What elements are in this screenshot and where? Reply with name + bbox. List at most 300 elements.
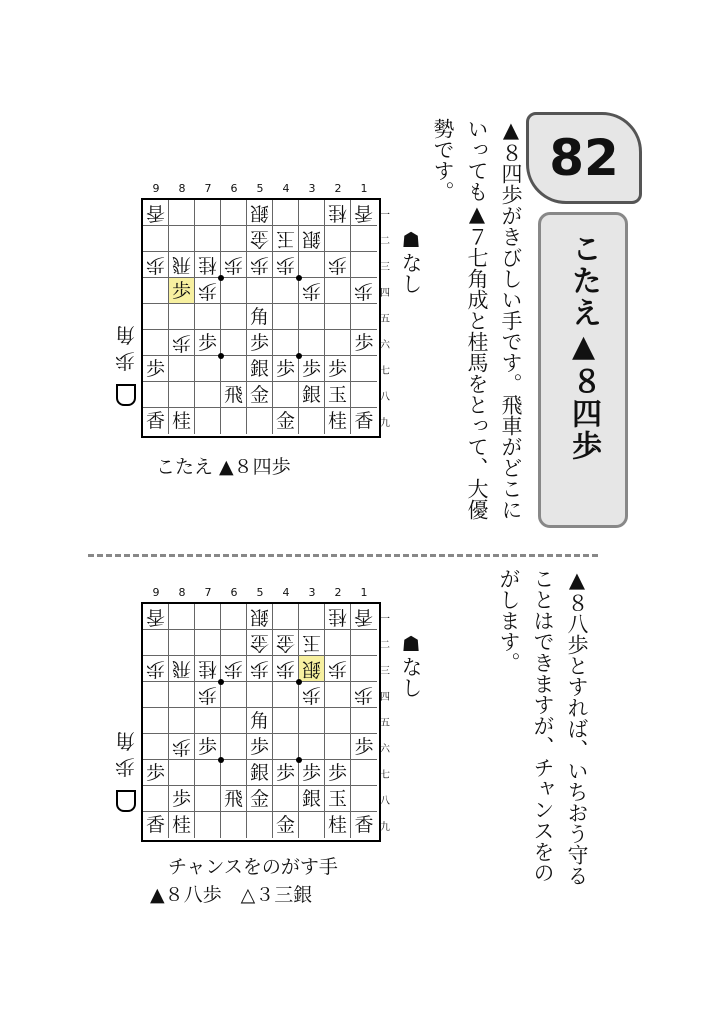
board-square — [273, 330, 299, 356]
board-square — [169, 330, 195, 356]
board-square — [143, 630, 169, 656]
file-label: 2 — [334, 586, 342, 599]
board-square — [273, 356, 299, 382]
board-square — [299, 226, 325, 252]
shogi-piece[interactable]: 歩 — [275, 762, 295, 784]
board-square — [273, 786, 299, 812]
file-label: 2 — [334, 182, 342, 195]
board-square — [221, 278, 247, 304]
board-square — [273, 278, 299, 304]
board-square — [221, 252, 247, 278]
board-square — [195, 330, 221, 356]
star-point — [296, 353, 302, 359]
shogi-piece[interactable]: 金 — [249, 228, 269, 250]
board-square — [351, 630, 377, 656]
board-square — [273, 604, 299, 630]
star-point — [296, 757, 302, 763]
rank-label: 八 — [380, 796, 390, 807]
hand-piece: 歩 — [115, 755, 135, 779]
board-square — [325, 200, 351, 226]
rank-label: 四 — [380, 692, 390, 703]
board-square — [169, 408, 195, 434]
board-square — [169, 278, 195, 304]
board-square — [273, 682, 299, 708]
board-square — [195, 734, 221, 760]
board-square — [195, 252, 221, 278]
file-label: 1 — [360, 586, 368, 599]
board-square — [143, 226, 169, 252]
board-square — [247, 682, 273, 708]
file-label: 3 — [308, 586, 316, 599]
board-square — [299, 330, 325, 356]
board-square — [351, 812, 377, 838]
hand-piece: 歩 — [115, 349, 135, 373]
shogi-piece[interactable]: 歩 — [197, 280, 217, 302]
shogi-piece[interactable]: 歩 — [197, 332, 217, 354]
board-square — [221, 708, 247, 734]
shogi-piece[interactable]: 香 — [354, 606, 374, 628]
shogi-piece[interactable]: 銀 — [249, 762, 269, 784]
board-square — [299, 734, 325, 760]
file-label: 7 — [204, 182, 212, 195]
gote-hand-top: ☗なし — [399, 228, 423, 294]
board-square — [273, 382, 299, 408]
top-explanation: ▲８四歩がきびしい手です。飛車がどこにいっても▲７七角成と桂馬をとって、大優勢です。 — [431, 118, 523, 520]
board-square — [247, 708, 273, 734]
board-square — [221, 604, 247, 630]
board-square — [169, 304, 195, 330]
file-label: 8 — [178, 182, 186, 195]
board-square — [299, 200, 325, 226]
shogi-piece[interactable]: 銀 — [249, 202, 269, 224]
board-square — [325, 812, 351, 838]
file-label: 7 — [204, 586, 212, 599]
shogi-piece[interactable]: 銀 — [301, 788, 321, 810]
file-label: 9 — [152, 586, 160, 599]
divider — [88, 554, 598, 557]
board-square — [351, 356, 377, 382]
shogi-piece[interactable]: 歩 — [354, 736, 374, 758]
file-label: 5 — [256, 182, 264, 195]
board-square — [221, 734, 247, 760]
shogi-piece[interactable]: 歩 — [249, 254, 269, 276]
board-square — [325, 708, 351, 734]
star-point — [296, 275, 302, 281]
board-square — [299, 786, 325, 812]
shogi-piece[interactable]: 銀 — [249, 358, 269, 380]
board-square — [325, 656, 351, 682]
top-caption: こたえ ▲８四歩 — [156, 456, 291, 478]
board-square — [273, 734, 299, 760]
board-square — [325, 382, 351, 408]
rank-label: 六 — [380, 340, 390, 351]
board-square — [325, 604, 351, 630]
shogi-piece[interactable]: 飛 — [223, 384, 243, 406]
board-square — [325, 734, 351, 760]
shogi-piece[interactable]: 桂 — [327, 202, 347, 224]
shogi-piece[interactable]: 歩 — [327, 658, 347, 680]
shogi-piece[interactable]: 歩 — [327, 254, 347, 276]
hand-box-icon-top — [116, 384, 136, 406]
board-square — [169, 786, 195, 812]
board-square — [299, 682, 325, 708]
rank-label: 九 — [380, 822, 390, 833]
shogi-piece[interactable]: 角 — [249, 710, 269, 732]
board-square — [247, 760, 273, 786]
board-square — [221, 760, 247, 786]
rank-label: 六 — [380, 744, 390, 755]
board-square — [247, 408, 273, 434]
board-square — [169, 630, 195, 656]
star-point — [218, 353, 224, 359]
board-square — [195, 656, 221, 682]
rank-label: 九 — [380, 418, 390, 429]
rank-label: 五 — [380, 718, 390, 729]
file-label: 4 — [282, 182, 290, 195]
board-square — [273, 226, 299, 252]
shogi-piece[interactable]: 香 — [145, 410, 165, 432]
board-square — [325, 304, 351, 330]
board-square — [351, 604, 377, 630]
board-square — [325, 226, 351, 252]
board-square — [169, 252, 195, 278]
board-square — [325, 760, 351, 786]
board-square — [247, 330, 273, 356]
board-square — [195, 760, 221, 786]
sente-hand-bottom — [112, 728, 138, 780]
board-square — [351, 382, 377, 408]
board-square — [195, 812, 221, 838]
shogi-piece[interactable]: 金 — [275, 814, 295, 836]
board-square — [221, 630, 247, 656]
board-square — [247, 278, 273, 304]
shogi-piece[interactable]: 歩 — [301, 762, 321, 784]
board-square — [351, 304, 377, 330]
board-square — [351, 408, 377, 434]
shogi-piece[interactable]: 銀 — [301, 658, 321, 680]
file-label: 5 — [256, 586, 264, 599]
board-square — [143, 356, 169, 382]
board-square — [299, 304, 325, 330]
rank-label: 七 — [380, 366, 390, 377]
rank-label: 八 — [380, 392, 390, 403]
rank-label: 二 — [380, 236, 390, 247]
shogi-piece[interactable]: 歩 — [354, 684, 374, 706]
board-square — [169, 812, 195, 838]
rank-label: 三 — [380, 666, 390, 677]
board-square — [195, 304, 221, 330]
board-square — [169, 382, 195, 408]
board-square — [299, 630, 325, 656]
board-square — [273, 408, 299, 434]
board-square — [195, 200, 221, 226]
board-square — [247, 786, 273, 812]
star-point — [296, 679, 302, 685]
shogi-piece[interactable]: 歩 — [171, 736, 191, 758]
board-square — [273, 760, 299, 786]
shogi-piece[interactable]: 歩 — [145, 254, 165, 276]
shogi-piece[interactable]: 金 — [275, 410, 295, 432]
board-square — [195, 708, 221, 734]
shogi-piece[interactable]: 歩 — [171, 332, 191, 354]
star-point — [218, 275, 224, 281]
board-square — [195, 226, 221, 252]
shogi-piece[interactable]: 歩 — [171, 280, 191, 302]
rank-label: 七 — [380, 770, 390, 781]
shogi-piece[interactable]: 飛 — [171, 254, 191, 276]
bottom-explanation: ▲８八歩とすれば、いちおう守ることはできますが、チャンスをのがします。 — [497, 568, 589, 886]
file-label: 4 — [282, 586, 290, 599]
rank-label: 一 — [380, 210, 390, 221]
board-square — [195, 356, 221, 382]
shogi-piece[interactable]: 玉 — [327, 788, 347, 810]
board-square — [273, 252, 299, 278]
board-square — [299, 408, 325, 434]
board-square — [247, 656, 273, 682]
board-square — [325, 408, 351, 434]
shogi-piece[interactable]: 角 — [249, 306, 269, 328]
shogi-board-bottom — [141, 602, 381, 842]
shogi-piece[interactable]: 歩 — [249, 736, 269, 758]
board-square — [221, 304, 247, 330]
shogi-piece[interactable]: 香 — [354, 814, 374, 836]
board-square — [143, 604, 169, 630]
board-square — [195, 408, 221, 434]
board-square — [143, 200, 169, 226]
board-square — [143, 278, 169, 304]
shogi-piece[interactable]: 玉 — [275, 228, 295, 250]
board-square — [221, 200, 247, 226]
board-square — [325, 786, 351, 812]
board-square — [299, 656, 325, 682]
file-label: 9 — [152, 182, 160, 195]
hand-piece: 角 — [115, 323, 135, 347]
board-square — [169, 708, 195, 734]
board-square — [247, 304, 273, 330]
board-square — [143, 330, 169, 356]
shogi-piece[interactable]: 歩 — [197, 736, 217, 758]
board-square — [195, 786, 221, 812]
board-square — [299, 708, 325, 734]
board-square — [169, 734, 195, 760]
answer-box — [538, 212, 628, 528]
board-square — [325, 330, 351, 356]
shogi-piece[interactable]: 銀 — [301, 384, 321, 406]
board-square — [299, 812, 325, 838]
shogi-piece[interactable]: 香 — [145, 814, 165, 836]
board-square — [221, 408, 247, 434]
board-square — [351, 278, 377, 304]
shogi-piece[interactable]: 金 — [249, 384, 269, 406]
shogi-piece[interactable]: 香 — [354, 410, 374, 432]
board-square — [221, 382, 247, 408]
board-square — [143, 408, 169, 434]
shogi-piece[interactable]: 桂 — [327, 606, 347, 628]
shogi-piece[interactable]: 金 — [275, 632, 295, 654]
board-square — [273, 656, 299, 682]
board-square — [273, 630, 299, 656]
rank-label: 三 — [380, 262, 390, 273]
shogi-piece[interactable]: 金 — [249, 632, 269, 654]
gote-hand-bottom: ☗なし — [399, 632, 423, 698]
shogi-piece[interactable]: 桂 — [327, 814, 347, 836]
board-square — [169, 682, 195, 708]
board-square — [247, 200, 273, 226]
board-square — [273, 708, 299, 734]
board-square — [351, 226, 377, 252]
board-square — [273, 304, 299, 330]
bottom-caption-line1: チャンスをのがす手 — [168, 856, 338, 878]
board-square — [169, 760, 195, 786]
hand-piece: 角 — [115, 729, 135, 753]
shogi-piece[interactable]: 歩 — [197, 684, 217, 706]
board-square — [351, 734, 377, 760]
file-label: 6 — [230, 182, 238, 195]
shogi-piece[interactable]: 銀 — [301, 228, 321, 250]
shogi-piece[interactable]: 歩 — [275, 358, 295, 380]
board-square — [247, 382, 273, 408]
board-square — [351, 708, 377, 734]
shogi-piece[interactable]: 歩 — [301, 684, 321, 706]
star-point — [218, 679, 224, 685]
file-label: 6 — [230, 586, 238, 599]
hand-box-icon-bottom — [116, 790, 136, 812]
board-square — [247, 226, 273, 252]
board-square — [351, 252, 377, 278]
shogi-piece[interactable]: 歩 — [275, 658, 295, 680]
board-square — [143, 760, 169, 786]
shogi-piece[interactable]: 歩 — [301, 358, 321, 380]
board-square — [247, 734, 273, 760]
board-square — [325, 630, 351, 656]
file-label: 8 — [178, 586, 186, 599]
board-square — [273, 200, 299, 226]
shogi-piece[interactable]: 歩 — [354, 332, 374, 354]
board-square — [247, 604, 273, 630]
shogi-piece[interactable]: 桂 — [197, 658, 217, 680]
shogi-piece[interactable]: 歩 — [327, 358, 347, 380]
shogi-piece[interactable]: 歩 — [145, 358, 165, 380]
shogi-piece[interactable]: 歩 — [354, 280, 374, 302]
board-square — [169, 356, 195, 382]
shogi-board-top — [141, 198, 381, 438]
shogi-piece[interactable]: 歩 — [145, 658, 165, 680]
board-square — [221, 226, 247, 252]
rank-label: 二 — [380, 640, 390, 651]
rank-label: 五 — [380, 314, 390, 325]
rank-label: 四 — [380, 288, 390, 299]
shogi-piece[interactable]: 歩 — [145, 762, 165, 784]
shogi-piece[interactable]: 玉 — [301, 632, 321, 654]
bottom-caption-line2: ▲８八歩 △３三銀 — [150, 884, 313, 906]
shogi-piece[interactable]: 歩 — [249, 332, 269, 354]
star-point — [218, 757, 224, 763]
board-square — [143, 682, 169, 708]
board-square — [195, 630, 221, 656]
shogi-piece[interactable]: 香 — [145, 202, 165, 224]
board-square — [143, 656, 169, 682]
board-square — [221, 330, 247, 356]
board-square — [221, 356, 247, 382]
shogi-piece[interactable]: 歩 — [275, 254, 295, 276]
board-square — [169, 200, 195, 226]
shogi-piece[interactable]: 桂 — [327, 410, 347, 432]
shogi-piece[interactable]: 歩 — [223, 254, 243, 276]
board-square — [299, 356, 325, 382]
shogi-piece[interactable]: 飛 — [171, 658, 191, 680]
board-square — [169, 226, 195, 252]
board-square — [143, 812, 169, 838]
board-square — [351, 656, 377, 682]
shogi-piece[interactable]: 銀 — [249, 606, 269, 628]
board-square — [247, 252, 273, 278]
board-square — [143, 786, 169, 812]
board-square — [195, 604, 221, 630]
board-square — [143, 304, 169, 330]
shogi-piece[interactable]: 歩 — [327, 762, 347, 784]
shogi-piece[interactable]: 玉 — [327, 384, 347, 406]
board-square — [299, 760, 325, 786]
answer-label: こたえ▲８四歩 — [566, 233, 601, 462]
board-square — [299, 278, 325, 304]
board-square — [195, 682, 221, 708]
shogi-piece[interactable]: 金 — [249, 788, 269, 810]
board-square — [351, 760, 377, 786]
shogi-piece[interactable]: 桂 — [171, 410, 191, 432]
board-square — [221, 656, 247, 682]
board-square — [169, 604, 195, 630]
shogi-piece[interactable]: 飛 — [223, 788, 243, 810]
sente-hand-top — [112, 322, 138, 374]
board-square — [325, 682, 351, 708]
board-square — [247, 356, 273, 382]
board-square — [351, 330, 377, 356]
board-square — [221, 786, 247, 812]
board-square — [221, 682, 247, 708]
board-square — [169, 656, 195, 682]
board-square — [351, 200, 377, 226]
board-square — [143, 382, 169, 408]
shogi-piece[interactable]: 歩 — [301, 280, 321, 302]
board-square — [325, 252, 351, 278]
problem-number-badge — [526, 112, 642, 204]
board-square — [351, 682, 377, 708]
file-label: 3 — [308, 182, 316, 195]
board-square — [221, 812, 247, 838]
file-label: 1 — [360, 182, 368, 195]
board-square — [299, 252, 325, 278]
problem-number: 82 — [549, 129, 619, 187]
board-square — [325, 278, 351, 304]
board-square — [247, 630, 273, 656]
board-square — [299, 604, 325, 630]
shogi-piece[interactable]: 香 — [145, 606, 165, 628]
shogi-piece[interactable]: 歩 — [249, 658, 269, 680]
board-square — [273, 812, 299, 838]
board-square — [143, 708, 169, 734]
board-square — [143, 252, 169, 278]
shogi-piece[interactable]: 桂 — [171, 814, 191, 836]
rank-label: 一 — [380, 614, 390, 625]
shogi-piece[interactable]: 歩 — [171, 788, 191, 810]
board-square — [247, 812, 273, 838]
board-square — [195, 382, 221, 408]
shogi-piece[interactable]: 歩 — [223, 658, 243, 680]
board-square — [195, 278, 221, 304]
shogi-piece[interactable]: 香 — [354, 202, 374, 224]
shogi-piece[interactable]: 桂 — [197, 254, 217, 276]
board-square — [351, 786, 377, 812]
